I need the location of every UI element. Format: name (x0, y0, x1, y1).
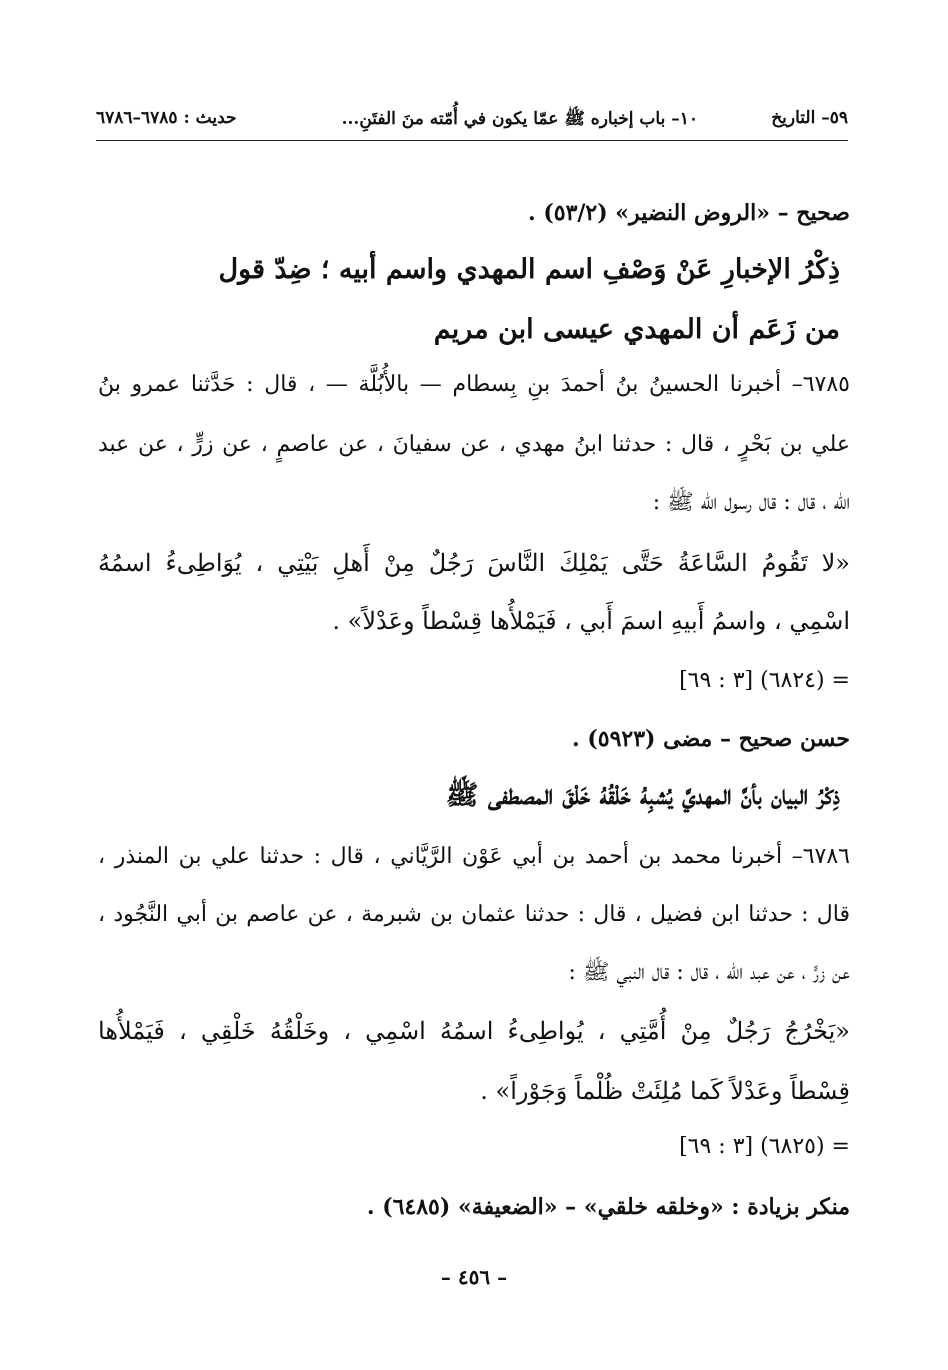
grade-top: صحيح – «الروض النضير» (٥٣/٢) . (528, 200, 850, 226)
chapter-heading-1-line-1: ذِكْرُ الإخبارِ عَنْ وَصْفِ اسم المهدي واسم أبيه ؛ ضِدّ قول (218, 254, 840, 285)
hadith-6785-isnad-line-1: ٦٧٨٥– أخبرنا الحسينُ بنُ أحمدَ بنِ بِسطام — بالأُبُلَّة — ، قال : حَدَّثنا عمرو بنُ (98, 372, 850, 397)
hadith-6785-grade: حسن صحيح – مضى (٥٩٢٣) . (572, 726, 850, 752)
chapter-title: ٥٩– التاريخ (771, 108, 848, 128)
section-title: ١٠– باب إخباره ﷺ عمّا يكون في أُمّته منَ الفتَنِ... (341, 109, 698, 129)
chapter-heading-2: ذِكْرُ البيان بأنَّ المهديَّ يُشبِهُ خَلْقُهُ خَلْقَ المصطفى ﷺ (445, 780, 840, 811)
hadith-range: حديث : ٦٧٨٥–٦٧٨٦ (96, 108, 237, 128)
hadith-6786-cross-reference: = (٦٨٢٥) [٣ : ٦٩] (679, 1134, 850, 1159)
hadith-6786-grade: منكر بزيادة : «وخلقه خلقي» – «الضعيفة» (٦٤٨٥) . (366, 1194, 850, 1220)
hadith-6786-matn-line-1: «يَخْرُجُ رَجُلٌ مِنْ أُمَّتِي ، يُواطِىءُ اسمُهُ اسْمِي ، وخَلْقُهُ خَلْقِي ، فَيَمْلأُها (98, 1017, 850, 1045)
hadith-6785-cross-reference: = (٦٨٢٤) [٣ : ٦٩] (679, 668, 850, 693)
hadith-6785-matn-line-2: اسْمِي ، واسمُ أَبيهِ اسمَ أَبي ، فَيَمْلأُها قِسْطاً وعَدْلاً» . (332, 607, 850, 635)
page-number: – ٤٥٦ – (440, 1265, 508, 1289)
hadith-6786-isnad-line-1: ٦٧٨٦– أخبرنا محمد بن أحمد بن أبي عَوْن الرَّيَّاني ، قال : حدثنا علي بن المنذر ، (98, 844, 850, 869)
hadith-6785-matn-line-1: «لا تَقُومُ السَّاعَةُ حَتَّى يَمْلِكَ النَّاسَ رَجُلٌ مِنْ أَهلِ بَيْتِي ، يُوَاطِىءُ اسمُهُ (98, 549, 850, 577)
hadith-6786-isnad-line-3: عن زرٍّ ، عن عبد اللّه ، قال : قال النبي ﷺ : (568, 960, 850, 985)
hadith-6785-isnad-line-3: اللّه ، قال : قال رسول اللّه ﷺ : (652, 490, 850, 515)
hadith-6786-isnad-line-2: قال : حدثنا ابن فضيل ، قال : حدثنا عثمان بن شبرمة ، عن عاصم بن أبي النَّجُود ، (98, 902, 850, 927)
running-header (96, 104, 848, 141)
chapter-heading-1-line-2: من زَعَم أن المهدي عيسى ابن مريم (433, 314, 840, 345)
hadith-6786-matn-line-2: قِسْطاً وعَدْلاً كَما مُلِئَتْ ظُلْماً وَجَوْراً» . (480, 1077, 850, 1105)
hadith-6785-isnad-line-2: علي بن بَحْرٍ ، قال : حدثنا ابنُ مهدي ، عن سفيانَ ، عن عاصمٍ ، عن زرٍّ ، عن عبد (98, 432, 850, 457)
